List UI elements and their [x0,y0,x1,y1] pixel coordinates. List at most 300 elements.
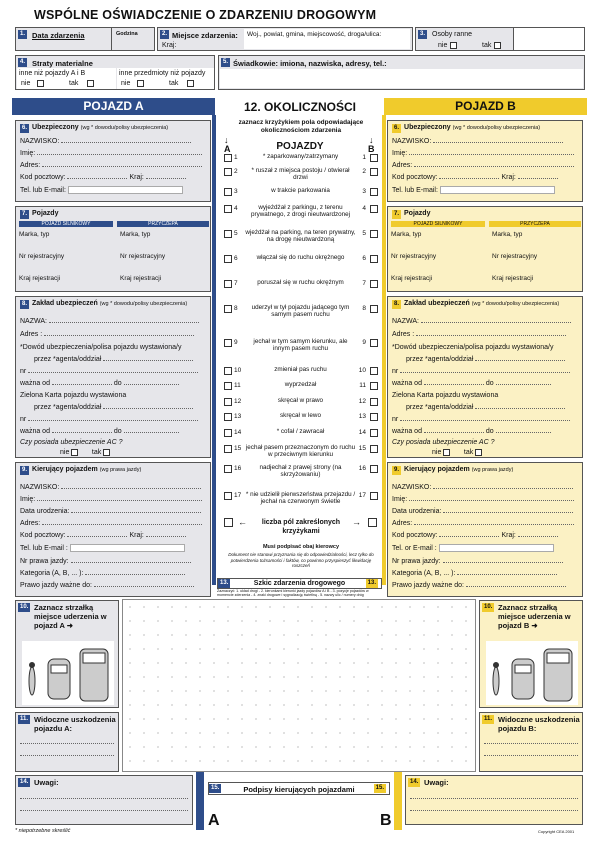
number-label: nr [20,368,27,375]
trailer-reg-label: Nr rejestracyjny [120,253,166,260]
disclaimer: Dokument nie stanowi przyznania się do odpowiedzialności, lecz tylko do potwierdzenia tożsamości i faktów, co powinno przyspieszyć likwidację roszczeń [228,552,374,568]
signature-a-area[interactable] [222,800,302,828]
zk-valid-from-input[interactable] [424,427,484,433]
sketch-area[interactable] [122,599,476,772]
valid-from-label: ważna od [392,428,422,435]
name-label: Imię: [392,150,408,157]
policy-number-input[interactable] [400,367,570,373]
field-number: 7. [394,211,400,217]
count-a-box[interactable] [224,518,233,527]
driver-phone-input[interactable] [439,544,554,552]
circumstance-a-checkbox[interactable] [224,382,232,390]
location-label: Miejsce zdarzenia: [172,31,238,40]
driver-country-input[interactable] [146,531,186,537]
count-label: liczba pól zakreślonych krzyżykami [261,519,341,535]
address-b-input[interactable] [414,161,574,167]
insurer-address-label: Adres : [392,331,415,338]
row-number-a: 15 [234,445,242,452]
vehicles-a-section [15,206,211,292]
circumstance-b-checkbox[interactable] [370,280,378,288]
driver-address-input[interactable] [414,519,574,525]
phone-label: Tel. lub E-mail: [20,187,66,194]
circumstance-text: * cofał / zawracał [276,428,325,435]
insurer-name-label: NAZWA: [20,318,47,325]
remarks-a-section[interactable] [15,775,193,825]
copyright: Copyright CEA 2001 [538,829,575,834]
reg-label: Nr rejestracyjny [19,253,65,260]
injured-label: Osoby ranne [432,31,473,38]
agent-input[interactable] [103,355,193,361]
circumstance-b-checkbox[interactable] [370,492,378,500]
circumstance-a-checkbox[interactable] [224,429,232,437]
row-number-a: 6 [234,255,238,262]
damage-b-label: Widoczne uszkodzenia pojazdu B: [498,715,580,733]
insured-hint: (wg * dowodu/polisy ubezpieczenia) [80,125,169,131]
yes-label: tak [69,80,79,87]
circumstance-text: jechał pasem przeznaczonym do ruchu w przeciwnym kierunku [245,444,356,458]
circumstance-b-checkbox[interactable] [370,445,378,453]
insurer-b-section [387,296,583,458]
driver-country-input[interactable] [518,531,558,537]
driver-hint: (wg prawa jazdy) [471,467,514,473]
witnesses-label: Świadkowie: imiona, nazwiska, adresy, tel.: [233,59,387,68]
circumstance-text: zmieniał pas ruchu [274,366,327,373]
country-label: Kraj: [129,174,144,181]
policy-number-input[interactable] [28,367,198,373]
valid-from-input[interactable] [424,379,484,385]
signatures-header [208,782,390,795]
insurer-label: Zakład ubezpieczeń [32,300,98,307]
phone-label: Tel. or E-mail : [392,545,437,552]
driver-label: Kierujący pojazdem [32,466,98,473]
ac-no-checkbox[interactable] [71,449,78,456]
arrow-right-icon: → [352,517,361,527]
yes-label: tak [463,449,474,456]
injured-yes-checkbox[interactable] [494,42,501,49]
ac-no-checkbox[interactable] [443,449,450,456]
field-number: 1. [20,31,26,37]
driver-phone-input[interactable] [70,544,185,552]
reg-country-label: Kraj rejestracji [19,275,61,282]
row-number-a: 5 [234,230,238,237]
circumstance-a-checkbox[interactable] [224,168,232,176]
motor-vehicle-header: POJAZD SILNIKOWY [391,221,485,227]
zk-number-input[interactable] [400,415,570,421]
trailer-make-label: Marka, typ [120,231,151,238]
zk-valid-to-input[interactable] [496,427,551,433]
count-b-box[interactable] [368,518,377,527]
row-number-b: 16 [358,465,366,472]
circumstance-b-checkbox[interactable] [370,205,378,213]
valid-from-input[interactable] [52,379,112,385]
circumstance-b-checkbox[interactable] [370,367,378,375]
impact-b-label: Zaznacz strzałką miejsce uderzenia w pojazd B ➜ [498,603,571,630]
no-label: nie [60,449,70,456]
circumstance-b-checkbox[interactable] [370,398,378,406]
postcode-label: Kod pocztowy: [392,174,438,181]
circumstance-a-checkbox[interactable] [224,367,232,375]
country-label: Kraj: [501,532,516,539]
row-number-a: 10 [234,367,242,374]
number-label: nr [392,368,399,375]
driver-postcode-input[interactable] [67,531,127,537]
field-number: 13. [367,580,376,586]
field-number: 2. [162,31,168,37]
make-label: Marka, typ [19,231,50,238]
insurer-address-input[interactable] [44,330,194,336]
phone-label: Tel. lub E-mail : [20,545,68,552]
country-label: Kraj: [501,174,516,181]
row-number-b: 10 [358,367,366,374]
row-number-a: 4 [234,205,238,212]
reg-country-label: Kraj rejestracji [391,275,433,282]
no-label: nie [432,449,442,456]
address-label: Adres: [392,520,413,527]
field-number: 11. [20,716,29,722]
ac-question: Czy posiada ubezpieczenie AC ? [392,439,495,446]
impact-a-section [15,600,119,708]
circumstance-a-checkbox[interactable] [224,255,232,263]
surname-label: NAZWISKO: [392,138,432,145]
trailer-header: PRZYCZEPA [117,221,209,227]
circumstance-a-checkbox[interactable] [224,339,232,347]
name-label: Imię: [20,496,36,503]
yes-label: tak [91,449,102,456]
valid-to-label: do [113,380,122,387]
time-label: Godzina [116,31,138,37]
reg-label: Nr rejestracyjny [391,253,437,260]
address-a-input[interactable] [42,161,202,167]
valid-to-label: do [485,380,494,387]
circumstance-text: włączał się do ruchu okrężnego [256,254,345,261]
valid-to-input[interactable] [124,379,179,385]
field-number: 15. [211,785,220,791]
injured-yes-label: tak [482,42,492,49]
circumstance-a-checkbox[interactable] [224,154,232,162]
location-hint: Woj., powiat, gmina, miejscowość, droga/ulica: [247,31,382,38]
agent-label: przez *agenta/oddział [406,356,474,363]
trailer-country-label: Kraj rejestracji [492,275,534,282]
vehicle-diagram-b[interactable] [486,641,578,705]
name-b-input[interactable] [409,149,574,155]
phone-a-input[interactable] [68,186,183,194]
valid-from-label: ważna od [392,380,422,387]
licence-input[interactable] [71,557,191,563]
circumstance-b-checkbox[interactable] [370,188,378,196]
policy-label: *Dowód ubezpieczenia/polisa pojazdu wystawiona/y [392,344,554,351]
damage-b-section[interactable] [479,712,583,772]
licence-label: Nr prawa jazdy: [20,558,69,565]
field-number: 10. [484,604,493,610]
vehicles-icon [22,641,114,705]
arrow-down-a-icon: ↓ [224,135,229,145]
driver-hint: (wg prawa jazdy) [99,467,142,473]
phone-label: Tel. lub E-mail: [392,187,438,194]
valid-to-label: do [113,428,122,435]
circumstance-b-checkbox[interactable] [370,305,378,313]
zk-valid-from-input[interactable] [52,427,112,433]
trailer-country-label: Kraj rejestracji [120,275,162,282]
no-label: nie [121,80,131,87]
circumstance-b-checkbox[interactable] [370,339,378,347]
circumstance-text: * zaparkowany/zatrzymany [262,153,339,160]
vehicles-no-checkbox[interactable] [37,80,44,87]
birthdate-label: Data urodzenia: [392,508,442,515]
insurer-hint: (wg * dowodu/polisy ubezpieczenia) [471,301,560,307]
row-number-b: 12 [358,398,366,405]
material-damage-field[interactable] [15,55,215,90]
postcode-b-input[interactable] [439,173,499,179]
circumstance-text: skręcał w lewo [280,412,321,419]
trailer-make-label: Marka, typ [492,231,523,238]
row-number-b: 14 [358,429,366,436]
impact-a-label: Zaznacz strzałką miejsce uderzenia w pojazd A ➜ [34,603,107,630]
category-input[interactable] [457,569,557,575]
circumstance-a-checkbox[interactable] [224,465,232,473]
field-number: 8. [394,301,400,307]
country-a-input[interactable] [146,173,186,179]
licence-valid-label: Prawo jazdy ważne do: [20,582,92,589]
licence-valid-input[interactable] [466,581,566,587]
row-number-a: 16 [234,465,242,472]
licence-valid-input[interactable] [94,581,194,587]
field-number: 14. [410,779,419,785]
agent-label: przez *agenta/oddział [406,404,474,411]
witnesses-field[interactable] [218,55,585,90]
vehicles-label: Pojazdy [32,210,59,217]
field-number: 9. [394,467,400,473]
row-number-b: 1 [362,154,366,161]
row-number-b: 15 [358,445,366,452]
circumstance-b-checkbox[interactable] [370,154,378,162]
field-number: 4. [20,59,26,65]
other-vehicles-label: inne niż pojazdy A i B [19,70,86,77]
ac-yes-checkbox[interactable] [475,449,482,456]
injured-no-label: nie [438,42,448,49]
field-number: 7. [22,211,28,217]
impact-b-section [479,600,583,708]
green-card-label: Zielona Karta pojazdu wystawiona [392,392,499,399]
driver-address-input[interactable] [42,519,202,525]
insurer-address-input[interactable] [416,330,566,336]
insurer-label: Zakład ubezpieczeń [404,300,470,307]
location-field[interactable] [157,27,413,51]
insured-hint: (wg * dowodu/polisy ubezpieczenia) [452,125,541,131]
arrow-down-b-icon: ↓ [369,135,374,145]
ac-question: Czy posiada ubezpieczenie AC ? [20,439,123,446]
vehicle-diagram-a[interactable] [22,641,114,705]
sketch-hint: Zaznaczyć: 1. układ drogi - 2. kierunkami kierunki jazdy pojazdów A i B - 3. pozycje pojazdów w momencie zderzenia - 4. znaki drogowe i sygnalizację świetlną - 5. nazwy ulic / numery dróg [217,589,369,597]
postcode-a-input[interactable] [67,173,127,179]
circumstance-a-checkbox[interactable] [224,205,232,213]
circumstance-b-checkbox[interactable] [370,255,378,263]
row-number-a: 8 [234,305,238,312]
number-label: nr [20,416,27,423]
ac-yes-checkbox[interactable] [103,449,110,456]
field-number: 15. [375,785,384,791]
circumstance-a-checkbox[interactable] [224,398,232,406]
remarks-b-section[interactable] [405,775,583,825]
field-number: 3. [420,31,426,37]
insurer-name-input[interactable] [49,317,199,323]
row-number-a: 13 [234,413,242,420]
trailer-reg-label: Nr rejestracyjny [492,253,538,260]
circumstance-text: wyprzedzał [284,381,317,388]
vehicles-yes-checkbox[interactable] [87,80,94,87]
row-number-b: 5 [362,230,366,237]
circumstance-a-checkbox[interactable] [224,305,232,313]
surname-label: NAZWISKO: [392,484,432,491]
circumstance-b-checkbox[interactable] [370,413,378,421]
field-number: 14. [20,779,29,785]
driver-name-input[interactable] [37,495,202,501]
circumstance-text: uderzył w tył pojazdu jadącego tym samym pasem ruchu [251,304,350,318]
name-a-input[interactable] [37,149,202,155]
driver-birth-input[interactable] [71,507,201,513]
postcode-label: Kod pocztowy: [392,532,438,539]
insurer-name-input[interactable] [421,317,571,323]
insurer-hint: (wg * dowodu/polisy ubezpieczenia) [99,301,188,307]
circumstances-title: 12. OKOLICZNOŚCI [243,100,356,114]
page-title: WSPÓLNE OŚWIADCZENIE O ZDARZENIU DROGOWYM [34,8,377,22]
signature-b-area[interactable] [300,800,376,828]
sketch-title: Szkic zdarzenia drogowego [253,580,346,587]
zk-valid-to-input[interactable] [124,427,179,433]
circumstance-b-checkbox[interactable] [370,230,378,238]
col-b-label: B [368,144,375,154]
agent-label: przez *agenta/oddział [34,404,102,411]
row-number-b: 3 [362,188,366,195]
vehicles-b-section [387,206,583,292]
circumstance-a-checkbox[interactable] [224,492,232,500]
driver-birth-input[interactable] [443,507,573,513]
field-number: 13. [220,580,229,586]
driver-postcode-input[interactable] [439,531,499,537]
agent-label: przez *agenta/oddział [34,356,102,363]
damage-a-section[interactable] [15,712,119,772]
injured-no-checkbox[interactable] [450,42,457,49]
surname-b-input[interactable] [433,137,563,143]
row-number-a: 1 [234,154,238,161]
circumstance-a-checkbox[interactable] [224,188,232,196]
row-number-b: 17 [358,492,366,499]
row-number-b: 2 [362,168,366,175]
circumstance-text: w trakcie parkowania [271,187,330,194]
vehicles-label: Pojazdy [404,210,431,217]
damage-a-label: Widoczne uszkodzenia pojazdu A: [34,715,116,733]
row-number-a: 12 [234,398,242,405]
row-number-b: 6 [362,255,366,262]
zk-agent-input[interactable] [103,403,193,409]
circumstance-a-checkbox[interactable] [224,280,232,288]
vehicle-b-header: POJAZD B [384,98,587,115]
insured-label: Ubezpieczony [32,124,79,131]
driver-surname-input[interactable] [433,483,573,489]
field-number: 8. [22,301,28,307]
circumstance-text: * ruszał z miejsca postoju / otwierał drzwi [251,167,350,181]
objects-yes-checkbox[interactable] [187,80,194,87]
circumstance-a-checkbox[interactable] [224,413,232,421]
vehicles-icon [486,641,578,705]
row-number-b: 9 [362,339,366,346]
birthdate-label: Data urodzenia: [20,508,70,515]
valid-from-label: ważna od [20,380,50,387]
row-number-a: 7 [234,280,238,287]
insured-a-section [15,120,211,202]
vehicle-a-header: POJAZD A [12,98,215,115]
circumstance-a-checkbox[interactable] [224,230,232,238]
circumstances-hint: zaznacz krzyżykiem pola odpowiadające okolicznościom zdarzenia [238,119,364,134]
row-number-a: 14 [234,429,242,436]
damage-label: Straty materialne [32,59,93,68]
insured-b-section [387,120,583,202]
zk-number-input[interactable] [28,415,198,421]
row-number-b: 8 [362,305,366,312]
remarks-a-label: Uwagi: [34,778,59,787]
surname-a-input[interactable] [61,137,191,143]
circumstance-b-checkbox[interactable] [370,382,378,390]
circumstance-text: wjeżdżał na parking, na teren prywatny, na drogę nieutwardzoną [245,229,356,243]
driver-surname-input[interactable] [61,483,201,489]
name-label: Imię: [392,496,408,503]
number-label: nr [392,416,399,423]
no-label: nie [21,80,31,87]
surname-label: NAZWISKO: [20,138,60,145]
category-label: Kategoria (A, B, ... ): [392,570,456,577]
category-label: Kategoria (A, B, ... ): [20,570,84,577]
valid-to-label: do [485,428,494,435]
category-input[interactable] [85,569,185,575]
insurer-a-section [15,296,211,458]
circumstance-b-checkbox[interactable] [370,429,378,437]
valid-to-input[interactable] [496,379,551,385]
zk-agent-input[interactable] [475,403,565,409]
name-label: Imię: [20,150,36,157]
field-number: 6. [394,125,400,131]
address-label: Adres: [392,162,413,169]
driver-name-input[interactable] [409,495,574,501]
address-label: Adres: [20,520,41,527]
objects-no-checkbox[interactable] [137,80,144,87]
driver-b-section [387,462,583,597]
phone-b-input[interactable] [440,186,555,194]
circumstance-text: nadjechał z prawej strony (na skrzyżowaniu) [259,464,342,478]
motor-vehicle-header: POJAZD SILNIKOWY [19,221,113,227]
licence-input[interactable] [443,557,563,563]
country-b-input[interactable] [518,173,558,179]
make-label: Marka, typ [391,231,422,238]
driver-a-section [15,462,211,597]
circumstance-b-checkbox[interactable] [370,168,378,176]
circumstance-text: * nie udzielił pierwszeństwa przejazdu / jechał na czerwonym świetle [245,491,356,505]
postcode-label: Kod pocztowy: [20,174,66,181]
circumstance-a-checkbox[interactable] [224,445,232,453]
agent-input[interactable] [475,355,565,361]
field-number: 5. [223,59,229,65]
signatures-label: Podpisy kierujących pojazdami [243,785,355,794]
field-number: 6. [22,125,28,131]
signature-a-label: A [208,812,220,829]
row-number-b: 13 [358,413,366,420]
arrow-left-icon: ← [238,517,247,527]
circumstance-text: poruszał się w ruchu okrężnym [257,279,344,286]
signature-b-label: B [380,812,392,829]
injured-field[interactable] [415,27,585,51]
circumstance-b-checkbox[interactable] [370,465,378,473]
licence-valid-label: Prawo jazdy ważne do: [392,582,464,589]
date-field[interactable] [15,27,155,51]
field-number: 11. [484,716,493,722]
